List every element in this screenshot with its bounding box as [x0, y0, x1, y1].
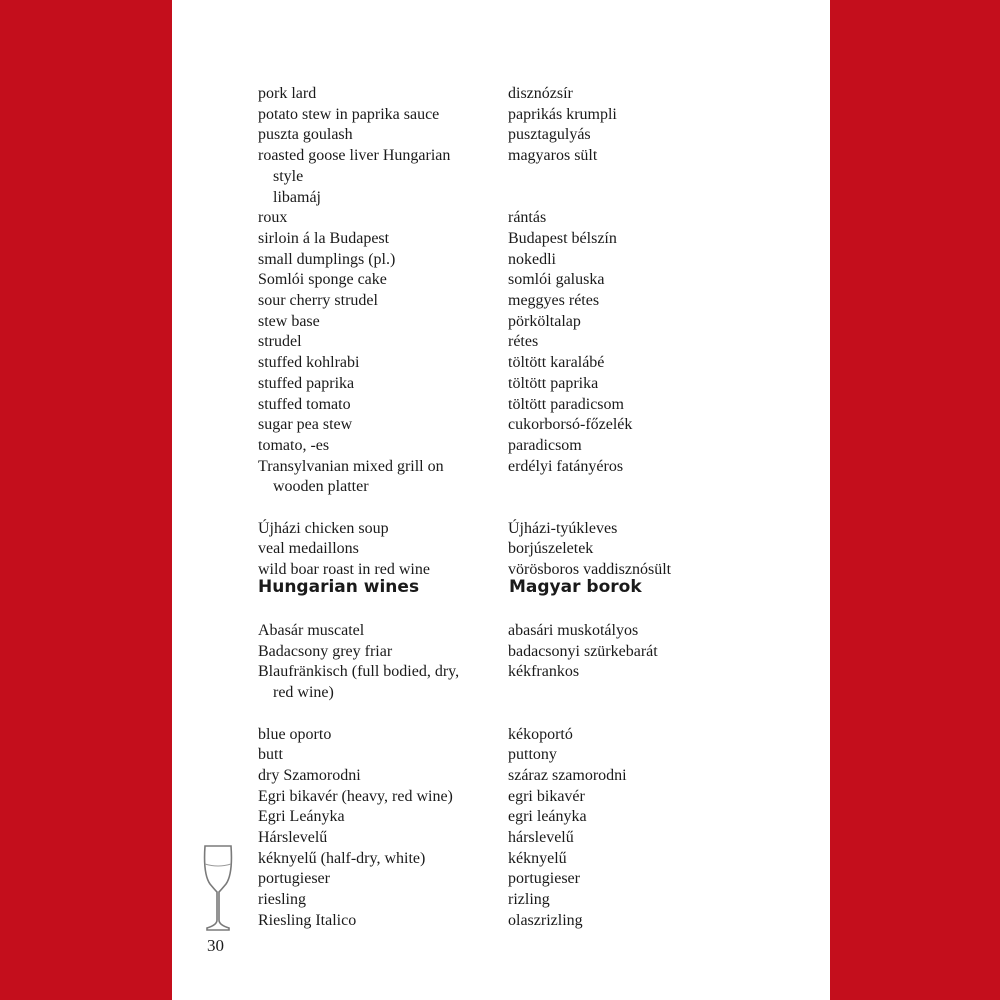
wine-entry	[258, 787, 778, 808]
food-term-english: stuffed paprika	[258, 374, 355, 392]
food-entry	[258, 146, 778, 167]
food-term-english: puszta goulash	[258, 126, 353, 144]
wine-entry	[258, 869, 778, 890]
wine-term-english: butt	[258, 746, 283, 764]
wine-entry	[258, 662, 778, 683]
food-term-hungarian: magyaros sült	[508, 147, 598, 165]
wine-entry	[258, 828, 778, 849]
food-term-english: stuffed tomato	[258, 395, 351, 413]
food-term-hungarian: töltött paprika	[508, 374, 599, 392]
food-entry	[258, 84, 778, 105]
wine-term-hungarian: kékfrankos	[508, 663, 580, 681]
food-term-english: wooden platter	[273, 478, 369, 496]
food-term-hungarian: nokedli	[508, 250, 556, 268]
food-term-english: Transylvanian mixed grill on	[258, 457, 444, 475]
wine-term-hungarian: kéknyelű	[508, 849, 567, 867]
food-term-hungarian: Budapest bélszín	[508, 229, 617, 247]
food-term-english: roasted goose liver Hungarian	[258, 147, 451, 165]
wine-entry	[258, 642, 778, 663]
food-term-english: Újházi chicken soup	[258, 519, 389, 537]
wine-entry	[258, 849, 778, 870]
food-entry	[258, 125, 778, 146]
food-term-english: strudel	[258, 333, 302, 351]
wine-term-english: kéknyelű (half-dry, white)	[258, 849, 426, 867]
food-term-english: tomato, -es	[258, 436, 330, 454]
food-term-english: style	[273, 167, 304, 185]
food-term-hungarian: Újházi-tyúkleves	[508, 519, 618, 537]
wine-term-hungarian: kékoportó	[508, 725, 573, 743]
wine-term-english: portugieser	[258, 870, 330, 888]
food-term-english: veal medaillons	[258, 540, 359, 558]
food-entry	[258, 312, 778, 333]
wines-heading-english: Hungarian wines	[258, 577, 420, 597]
food-term-hungarian: rántás	[508, 209, 547, 227]
food-entry	[258, 415, 778, 436]
food-term-hungarian: rétes	[508, 333, 539, 351]
wine-entry	[258, 911, 778, 932]
wine-term-english: Blaufränkisch (full bodied, dry,	[258, 663, 460, 681]
wine-entry	[258, 766, 778, 787]
food-term-hungarian: cukorborsó-főzelék	[508, 416, 633, 434]
wine-term-hungarian: olaszrizling	[508, 911, 583, 929]
wine-glass-icon	[200, 844, 236, 932]
food-term-english: sirloin á la Budapest	[258, 229, 390, 247]
wine-term-english: blue oporto	[258, 725, 332, 743]
wine-term-hungarian: abasári muskotályos	[508, 622, 639, 639]
wine-entry	[258, 725, 778, 746]
food-entry	[258, 208, 778, 229]
food-term-hungarian: meggyes rétes	[508, 292, 600, 310]
food-term-hungarian: somlói galuska	[508, 271, 605, 289]
food-term-hungarian: vörösboros vaddisznósült	[508, 561, 672, 579]
food-entry	[258, 250, 778, 271]
food-term-hungarian: pusztagulyás	[508, 126, 591, 144]
page-number: 30	[207, 936, 224, 955]
food-term-hungarian: paradicsom	[508, 436, 582, 454]
wine-term-hungarian: puttony	[508, 746, 557, 764]
food-entry	[258, 457, 778, 478]
food-entry	[258, 332, 778, 353]
food-term-english: wild boar roast in red wine	[258, 561, 430, 579]
food-entry	[258, 270, 778, 291]
food-entry	[258, 374, 778, 395]
wine-term-hungarian: egri bikavér	[508, 787, 585, 805]
wine-term-english: Badacsony grey friar	[258, 642, 393, 660]
wine-term-english: red wine)	[273, 684, 334, 702]
food-term-hungarian: pörköltalap	[508, 312, 581, 330]
wine-term-hungarian: száraz szamorodni	[508, 766, 627, 784]
wine-term-hungarian: badacsonyi szürkebarát	[508, 642, 658, 660]
food-term-hungarian: töltött karalábé	[508, 354, 605, 372]
food-term-english: roux	[258, 209, 288, 227]
wine-term-english: riesling	[258, 891, 306, 909]
wine-term-hungarian: hárslevelű	[508, 829, 574, 847]
food-entry	[258, 291, 778, 312]
food-term-english: small dumplings (pl.)	[258, 250, 396, 268]
food-term-hungarian: borjúszeletek	[508, 540, 594, 558]
wine-term-hungarian: portugieser	[508, 870, 580, 888]
food-entry	[258, 539, 778, 560]
food-term-english: pork lard	[258, 85, 317, 102]
food-term-english: sugar pea stew	[258, 416, 353, 434]
wine-entry	[258, 745, 778, 766]
food-entry	[258, 167, 778, 208]
wine-entry	[258, 683, 778, 724]
wine-term-english: Riesling Italico	[258, 911, 357, 929]
food-term-english: Somlói sponge cake	[258, 271, 387, 289]
wine-term-hungarian: egri leányka	[508, 808, 587, 826]
wine-entry	[258, 621, 778, 642]
food-term-english: sour cherry strudel	[258, 292, 378, 310]
food-entry	[258, 519, 778, 540]
wine-term-hungarian: rizling	[508, 891, 550, 909]
food-entry	[258, 353, 778, 374]
wine-entry	[258, 890, 778, 911]
food-term-english: potato stew in paprika sauce	[258, 105, 440, 123]
food-entry	[258, 436, 778, 457]
wine-entry	[258, 807, 778, 828]
wines-heading-hungarian: Magyar borok	[509, 577, 642, 597]
food-term-english: stuffed kohlrabi	[258, 354, 360, 372]
wine-term-english: Egri bikavér (heavy, red wine)	[258, 787, 453, 805]
food-term-hungarian: libamáj	[273, 188, 321, 206]
food-entry	[258, 229, 778, 250]
food-entry	[258, 105, 778, 126]
wine-term-english: Hárslevelű	[258, 829, 328, 847]
food-term-hungarian: disznózsír	[508, 85, 573, 102]
food-entry	[258, 477, 778, 518]
wine-term-english: dry Szamorodni	[258, 766, 361, 784]
food-term-hungarian: erdélyi fatányéros	[508, 457, 624, 475]
food-term-hungarian: töltött paradicsom	[508, 395, 624, 413]
food-term-hungarian: paprikás krumpli	[508, 105, 617, 123]
wine-term-english: Egri Leányka	[258, 808, 345, 826]
food-term-english: stew base	[258, 312, 320, 330]
food-glossary	[258, 84, 778, 581]
food-entry	[258, 395, 778, 416]
wine-glossary	[258, 621, 778, 932]
wine-term-english: Abasár muscatel	[258, 622, 365, 639]
